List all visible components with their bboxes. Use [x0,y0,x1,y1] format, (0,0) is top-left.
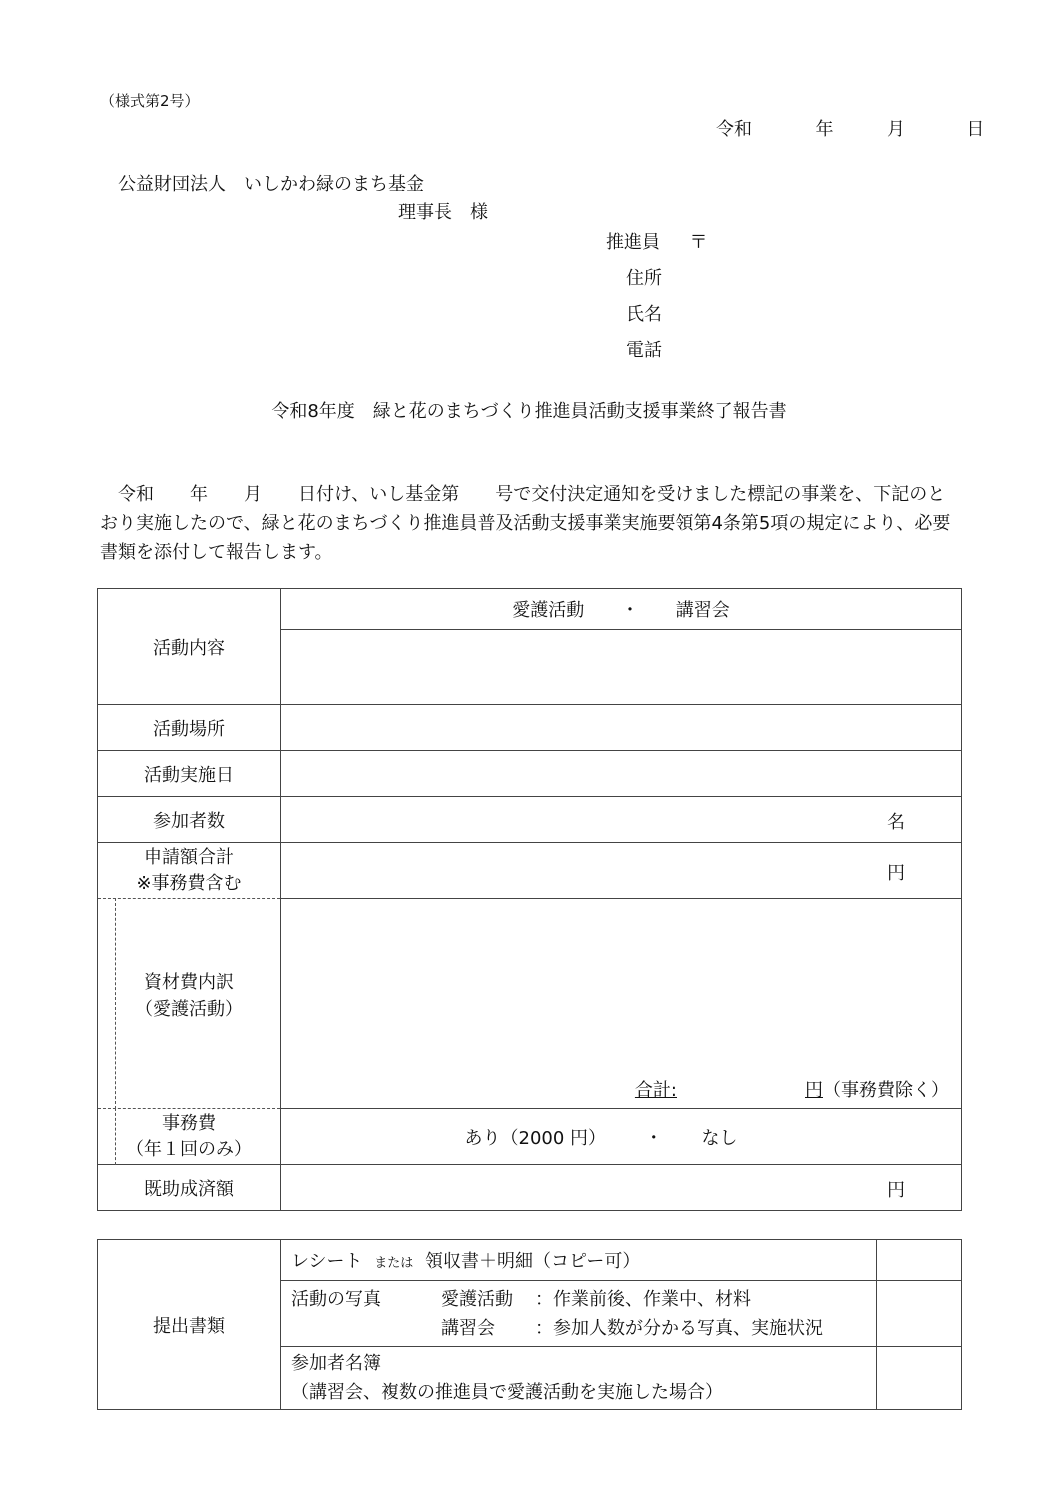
phone-label: 電話 [626,340,662,361]
requested-total-field[interactable] [281,843,962,899]
activity-date-label: 活動実施日 [98,751,281,797]
report-table [97,588,962,1211]
participants-unit: 名 [887,811,905,833]
activity-place-label: 活動場所 [98,705,281,751]
report-body-text [100,480,960,567]
addressee-title: 理事長 様 [398,202,488,223]
prior-grant-label: 既助成済額 [98,1165,281,1211]
submission-date [716,115,984,141]
applicant-block [606,225,707,369]
activity-type-option-care[interactable]: 愛護活動 [512,600,585,621]
activity-type-separator: ・ [621,600,639,621]
document-item-roster: 参加者名簿 （講習会、複数の推進員で愛護活動を実施した場合） [281,1347,877,1410]
requested-total-unit: 円 [887,862,905,884]
documents-table [97,1239,962,1410]
prior-grant-field[interactable] [281,1165,962,1211]
activity-place-field[interactable] [281,705,962,751]
form-number: （様式第2号） [100,92,200,110]
material-total-unit: 円 [805,1080,823,1101]
material-total-label: 合計: 円 [634,1080,823,1101]
material-breakdown-label [98,899,281,1109]
document-title: 令和8年度 緑と花のまちづくり推進員活動支援事業終了報告書 [271,401,787,422]
activity-date-field[interactable] [281,751,962,797]
office-fee-label-line1: 事務費 [162,1112,216,1134]
activity-content-label: 活動内容 [98,589,281,705]
activity-type-options [281,589,962,630]
date-year: 年 [815,119,834,140]
addressee-org: 公益財団法人 いしかわ緑のまち基金 [118,174,424,195]
activity-type-option-lecture[interactable]: 講習会 [675,600,730,621]
office-fee-label [98,1109,281,1165]
office-fee-separator: ・ [644,1127,663,1149]
material-total-note: （事務費除く） [823,1080,949,1101]
document-check-receipt[interactable] [877,1240,962,1281]
requested-total-label-line2: ※事務費含む [136,872,242,894]
material-breakdown-field[interactable] [281,899,962,1109]
applicant-role-label: 推進員 [606,232,660,253]
requested-total-label [98,843,281,899]
document-item-receipt: レシート または 領収書＋明細（コピー可） [281,1240,877,1281]
address-label: 住所 [626,268,662,289]
requested-total-label-line1: 申請額合計 [144,846,234,868]
postal-mark: 〒 [689,232,708,253]
applicant-role-row [606,225,707,261]
participants-field[interactable] [281,797,962,843]
participants-label: 参加者数 [98,797,281,843]
office-fee-options [281,1109,962,1165]
date-day: 日 [966,119,985,140]
material-breakdown-label-line2: （愛護活動） [135,998,243,1020]
document-check-roster[interactable] [877,1347,962,1410]
name-label: 氏名 [626,304,662,325]
office-fee-label-line2: （年１回のみ） [126,1138,252,1160]
document-check-photos[interactable] [877,1281,962,1347]
material-breakdown-label-line1: 資材費内訳 [144,971,234,993]
office-fee-option-yes[interactable]: あり（2000 円） [464,1127,607,1149]
prior-grant-unit: 円 [887,1179,905,1201]
date-era: 令和 [716,119,752,140]
document-item-photos: 活動の写真 愛護活動 ：作業前後、作業中、材料 講習会 ：参加人数が分かる写真、実施状況 [281,1281,877,1347]
material-total-line [281,1076,961,1108]
office-fee-option-no[interactable]: なし [701,1127,738,1149]
body-text-content: 令和 年 月 日付け、いし基金第 号で交付決定通知を受けました標記の事業を、下記のとおり実施したので、緑と花のまちづくり推進員普及活動支援事業実施要領第4条第5項の規定により、必要書類を添付して報告します。 [100,484,951,563]
documents-label: 提出書類 [98,1240,281,1410]
date-month: 月 [886,119,905,140]
activity-content-field[interactable] [281,630,962,705]
